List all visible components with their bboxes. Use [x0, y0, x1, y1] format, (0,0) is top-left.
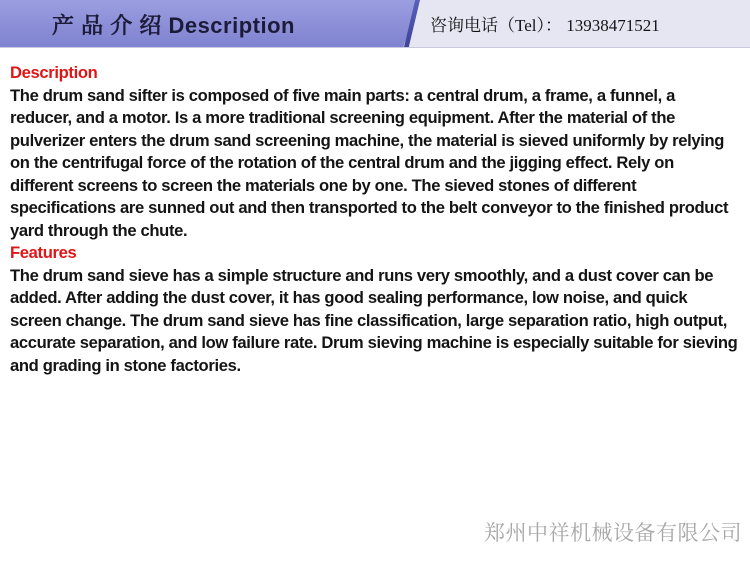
description-heading: Description: [10, 63, 98, 82]
contact-phone: 咨询电话（Tel）： 13938471521: [430, 16, 660, 35]
description-section: [10, 62, 740, 242]
features-section: [10, 242, 740, 377]
main-content: [10, 62, 740, 377]
features-heading: Features: [10, 243, 77, 262]
page-title: 产 品 介 绍 Description: [52, 13, 295, 38]
description-text: The drum sand sifter is composed of five main parts: a central drum, a frame, a funnel, a reducer, and a motor. Is a more traditional screening equipment. After the material of the pulverizer enters the drum sand screening machine, the material is sieved uniformly by relying on the centrifugal force of the rotation of the central drum and the jigging effect. Rely on different screens to screen the materials one by one. The sieved stones of different specifications are sunned out and then transported to the belt conveyor to the finished product yard through the chute.: [10, 85, 729, 240]
features-text: The drum sand sieve has a simple structure and runs very smoothly, and a dust cover can be added. After adding the dust cover, it has good sealing performance, low noise, and quick screen change. The drum sand sieve has fine classification, large separation ratio, high output, accurate separation, and low failure rate. Drum sieving machine is especially suitable for sieving and grading in stone factories.: [10, 265, 738, 375]
company-name: 郑州中祥机械设备有限公司: [484, 522, 742, 545]
header-bar: [0, 0, 750, 48]
